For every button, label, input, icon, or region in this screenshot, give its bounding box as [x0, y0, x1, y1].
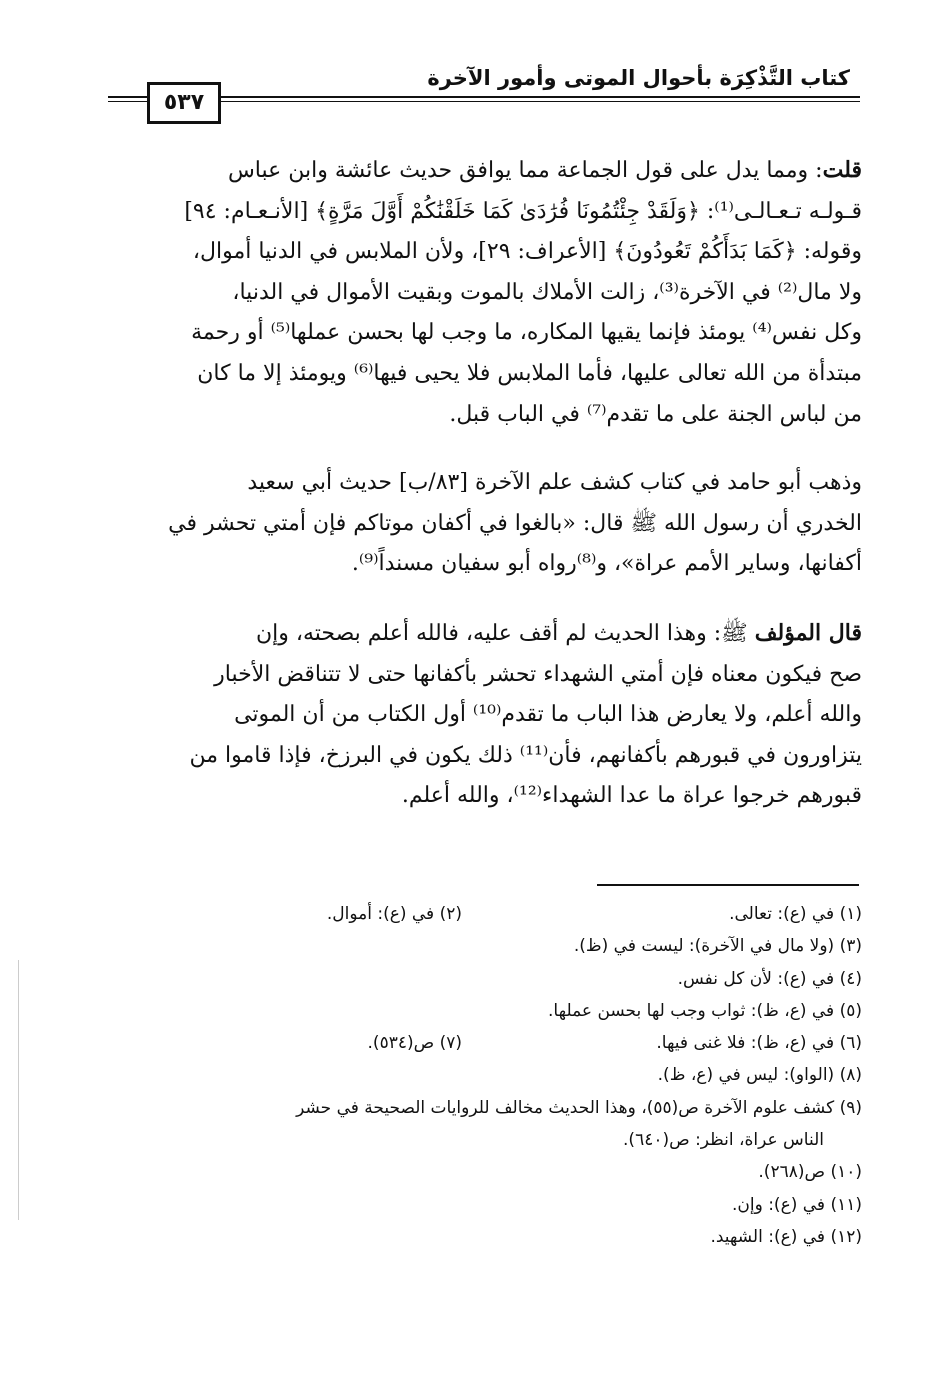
footnote: (١٢) في (ع): الشهيد. — [710, 1226, 862, 1247]
footnote-continuation: الناس عراة، انظر: ص(٦٤٠). — [623, 1130, 824, 1151]
footnote: (١١) في (ع): وإن. — [731, 1194, 862, 1215]
text-line: قبورهم خرجوا عراة ما عدا الشهداء⁽¹²⁾، والله أعلم. — [401, 783, 862, 809]
text-line: قـولـه تـعـالـى⁽¹⁾: ﴿وَلَقَدْ جِئْتُمُونَا فُرَٰدَىٰ كَمَا خَلَقْنَٰكُمْ أَوَّلَ مَرَّةٍ﴾ [الأنـعـام: ٩٤] — [184, 198, 862, 224]
text-line: من لباس الجنة على ما تقدم⁽⁷⁾ في الباب قبل. — [449, 401, 862, 427]
footnote: (٥) في (ع، ظ): ثواب وجب لها بحسن عملها. — [548, 1000, 862, 1021]
scan-edge-mark — [18, 960, 19, 1220]
footnote: (٤) في (ع): لأن كل نفس. — [677, 968, 862, 989]
footnote — [126, 898, 862, 930]
footnote — [126, 1027, 862, 1059]
text-line: أكفانها، وساير الأمم عراة»، و⁽⁸⁾رواه أبو سفيان مسنداً⁽⁹⁾. — [351, 551, 862, 577]
text-line: مبتدأة من الله تعالى عليها، فأما الملابس فلا يحيى فيها⁽⁶⁾ ويومئذ إلا ما كان — [197, 360, 862, 386]
text-line — [126, 613, 862, 655]
footnote-text: (٦) في (ع، ظ): فلا غنى فيها. — [656, 1033, 862, 1054]
footnote: (١٠) ص(٢٦٨). — [758, 1162, 862, 1183]
footnotes — [126, 898, 862, 1253]
main-text — [126, 150, 862, 845]
text-line: ولا مال⁽²⁾ في الآخرة⁽³⁾، زالت الأملاك بالموت وبقيت الأموال في الدنيا، — [232, 279, 862, 305]
page-number: ٥٣٧ — [147, 82, 221, 124]
text-line: يتزاورون في قبورهم بأكفانهم، فأن⁽¹¹⁾ ذلك يكون في البرزخ، فإذا قاموا من — [189, 742, 862, 768]
footnote: (٨) (الواو): ليس في (ع، ظ). — [657, 1065, 862, 1086]
footnote: (٣) (ولا مال في الآخرة): ليست في (ظ). — [573, 936, 862, 957]
footnote-text: (١) في (ع): تعالى. — [729, 904, 862, 924]
text-line: الخدري أن رسول الله ﷺ قال: «بالغوا في أكفان موتاكم فإن أمتي تحشر في — [168, 510, 862, 536]
text-line: والله أعلم، ولا يعارض هذا الباب ما تقدم⁽¹⁰⁾ أول الكتاب من أن الموتى — [234, 702, 862, 728]
text-line: وذهب أبو حامد في كتاب كشف علم الآخرة [٨٣/ب] حديث أبي سعيد — [247, 470, 862, 496]
footnote-separator — [597, 884, 859, 886]
text-line — [126, 150, 862, 192]
text-line: وقوله: ﴿كَمَا بَدَأَكُمْ تَعُودُونَ﴾ [الأعراف: ٢٩]، ولأن الملابس في الدنيا أموال، — [192, 239, 862, 265]
running-title: كتاب التَّذْكِرَة بأحوال الموتى وأمور الآخرة — [427, 66, 850, 90]
lead-word: قلت — [822, 157, 862, 183]
text-line: وكل نفس⁽⁴⁾ يومئذ فإنما يقيها المكاره، ما وجب لها بحسن عملها⁽⁵⁾ أو رحمة — [191, 320, 862, 346]
paragraph-2 — [126, 463, 862, 585]
footnote: (٩) كشف علوم الآخرة ص(٥٥)، وهذا الحديث مخالف للروايات الصحيحة في حشر — [296, 1097, 862, 1118]
lead-word: قال المؤلف — [754, 619, 862, 646]
footnote-text: (٧) ص(٥٣٤). — [367, 1033, 462, 1054]
paragraph-3 — [126, 613, 862, 817]
paragraph-1 — [126, 150, 862, 435]
footnote-text: (٢) في (ع): أموال. — [326, 904, 462, 924]
text-line: صح فيكون معناه فإن أمتي الشهداء تحشر بأكفانها حتى لا تتناقض الأخبار — [214, 661, 862, 687]
line-text: : ومما يدل على قول الجماعة مما يوافق حديث عائشة وابن عباس — [227, 158, 823, 183]
line-text: ﷺ: وهذا الحديث لم أقف عليه، فالله أعلم بصحته، وإن — [255, 620, 755, 646]
